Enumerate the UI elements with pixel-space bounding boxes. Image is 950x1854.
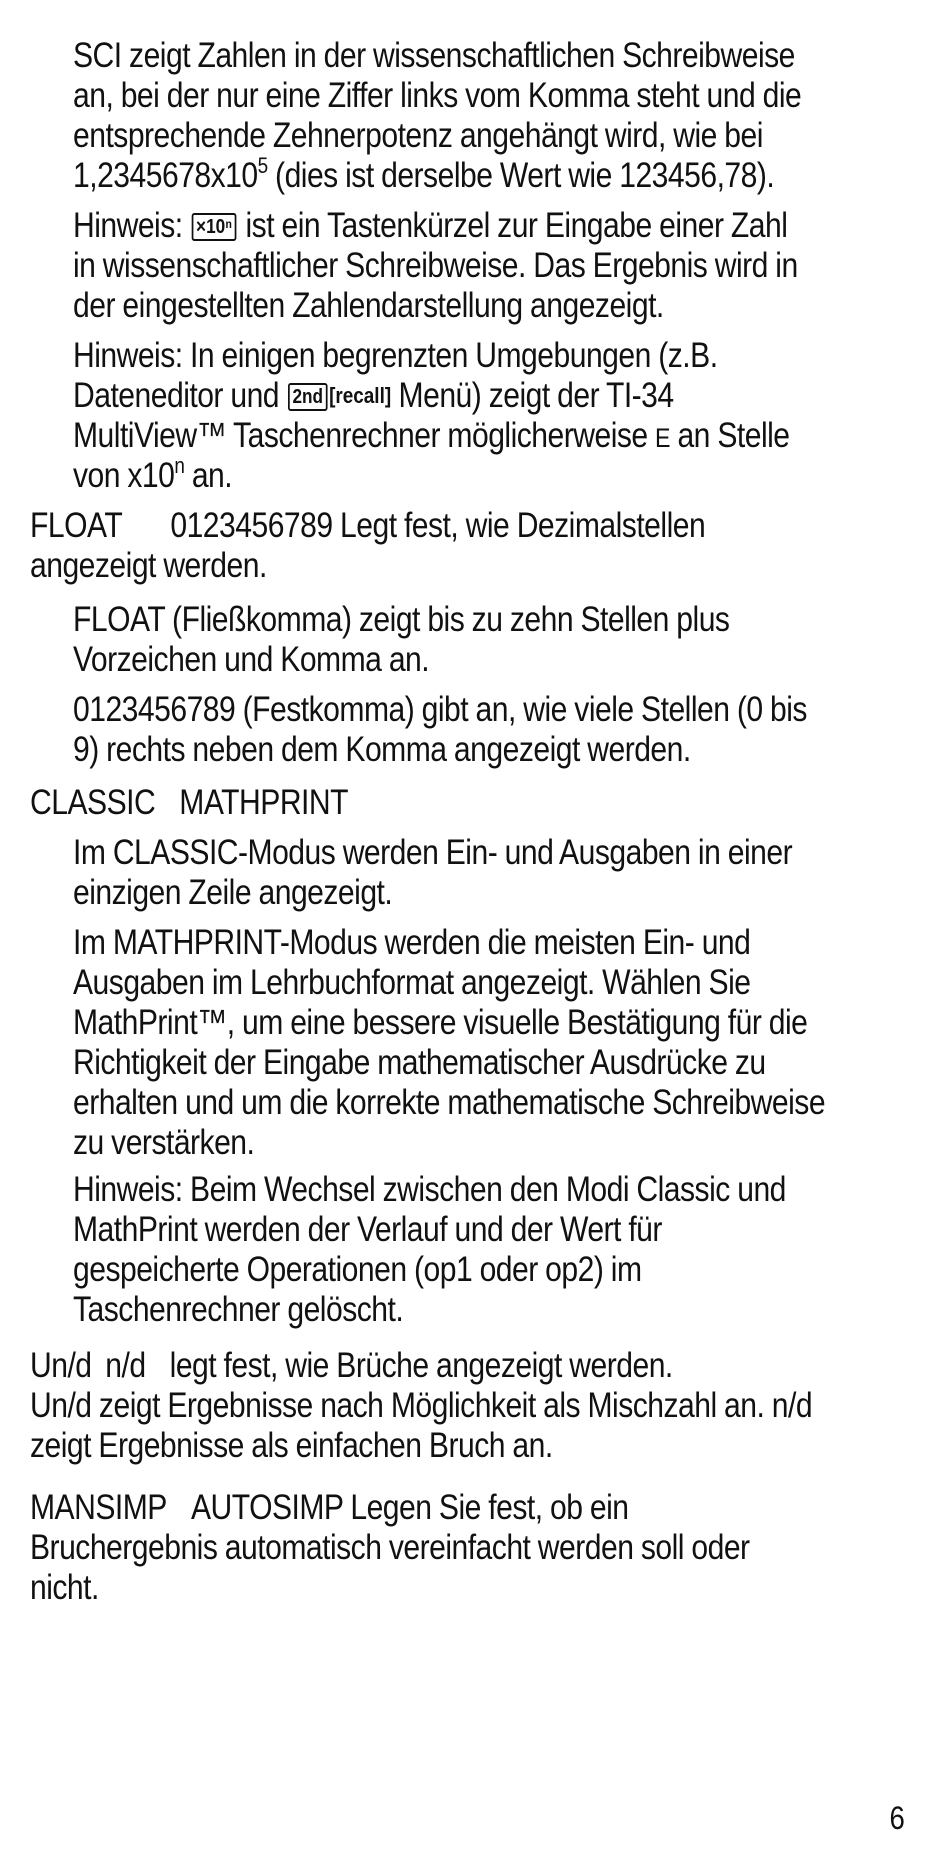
- float-desc-line-1: FLOAT (Fließkomma) zeigt bis zu zehn Stellen plus: [73, 600, 730, 639]
- mathprint-term: MATHPRINT: [179, 783, 348, 822]
- x10n-key-icon: ×10ⁿ: [192, 213, 237, 241]
- float-heading-line-1: [30, 506, 705, 546]
- fraction-heading: [30, 1346, 812, 1466]
- note-env-line-3-rest: an Stelle: [670, 416, 790, 455]
- note-env-line-3: [73, 416, 790, 456]
- mathprint-desc-paragraph: [73, 923, 825, 1163]
- mansimp-term: MANSIMP: [30, 1488, 167, 1527]
- note-env-line-2: [73, 376, 790, 416]
- simplify-heading: [30, 1488, 750, 1608]
- float-heading-rest: Legt fest, wie Dezimalstellen: [332, 506, 706, 545]
- mathprint-desc-line-3: MathPrint™, um eine bessere visuelle Bestätigung für die: [73, 1003, 808, 1042]
- classic-desc-paragraph: [73, 833, 792, 913]
- note-env-line-4-rest: an.: [184, 456, 233, 495]
- sci-paragraph: [73, 36, 801, 196]
- float-term: FLOAT: [30, 506, 123, 545]
- note-x10-line-1: [73, 206, 798, 246]
- note-mode-line-3: gespeicherte Operationen (op1 oder op2) im: [73, 1250, 642, 1289]
- mathprint-desc-line-2: Ausgaben im Lehrbuchformat angezeigt. Wählen Sie: [73, 963, 751, 1002]
- fraction-heading-rest: legt fest, wie Brüche angezeigt werden.: [169, 1346, 673, 1385]
- page-number: 6: [889, 1800, 905, 1836]
- sci-line-2: an, bei der nur eine Ziffer links vom Komma steht und die: [73, 76, 802, 115]
- recall-key-icon: [recall]: [329, 383, 392, 408]
- sci-line-1: SCI zeigt Zahlen in der wissenschaftlichen Schreibweise: [73, 36, 795, 75]
- note-x10-paragraph: [73, 206, 798, 326]
- note-x10-line-2: in wissenschaftlicher Schreibweise. Das Ergebnis wird in: [73, 246, 798, 285]
- note-env-line-3-prefix: MultiView™ Taschenrechner möglicherweise: [73, 416, 656, 455]
- fraction-heading-line-1: [30, 1346, 812, 1386]
- note-env-line-2-rest: Menü) zeigt der TI-34: [391, 376, 674, 415]
- note-env-line-1: Hinweis: In einigen begrenzten Umgebungen (z.B.: [73, 336, 718, 375]
- classic-desc-line-2: einzigen Zeile angezeigt.: [73, 873, 393, 912]
- mode-heading-line: [30, 783, 348, 823]
- classic-term: CLASSIC: [30, 783, 156, 822]
- note-env-e-symbol: E: [655, 423, 671, 453]
- note-env-line-4: [73, 453, 790, 496]
- note-mode-line-1: Hinweis: Beim Wechsel zwischen den Modi Classic und: [73, 1170, 786, 1209]
- mode-heading: [30, 783, 348, 823]
- note-x10-prefix: Hinweis:: [73, 206, 191, 245]
- fix-desc-line-1: 0123456789 (Festkomma) gibt an, wie viele Stellen (0 bis: [73, 690, 807, 729]
- mathprint-desc-line-1: Im MATHPRINT-Modus werden die meisten Ein- und: [73, 923, 751, 962]
- simplify-heading-rest: Legen Sie fest, ob ein: [342, 1488, 629, 1527]
- mixed-fraction-term: Un/d: [30, 1346, 92, 1385]
- 2nd-key-icon: 2nd: [288, 383, 327, 411]
- simple-fraction-term: n/d: [105, 1346, 146, 1385]
- classic-desc-line-1: Im CLASSIC-Modus werden Ein- und Ausgaben in einer: [73, 833, 793, 872]
- sci-example-base: 1,2345678x10: [73, 156, 258, 195]
- float-heading-line-2: angezeigt werden.: [30, 546, 267, 585]
- float-heading: [30, 506, 705, 586]
- sci-line-4: [73, 153, 801, 196]
- autosimp-term: AUTOSIMP: [190, 1488, 343, 1527]
- simplify-heading-line-1: [30, 1488, 750, 1528]
- simplify-heading-line-2: Bruchergebnis automatisch vereinfacht werden soll oder: [30, 1528, 750, 1567]
- simplify-heading-line-3: nicht.: [30, 1568, 99, 1607]
- note-mode-paragraph: [73, 1170, 786, 1330]
- note-env-base: von x10: [73, 456, 175, 495]
- note-mode-line-2: MathPrint werden der Verlauf und der Wert für: [73, 1210, 662, 1249]
- fix-term: 0123456789: [170, 506, 333, 545]
- note-env-paragraph: [73, 336, 790, 496]
- note-x10-line-3: der eingestellten Zahlendarstellung angezeigt.: [73, 286, 664, 325]
- sci-example-rest: (dies ist derselbe Wert wie 123456,78).: [267, 156, 775, 195]
- note-env-line-2-prefix: Dateneditor und: [73, 376, 287, 415]
- mathprint-desc-line-5: erhalten und um die korrekte mathematische Schreibweise: [73, 1083, 826, 1122]
- fix-desc-line-2: 9) rechts neben dem Komma angezeigt werden.: [73, 730, 691, 769]
- float-desc-paragraph: [73, 600, 729, 680]
- sci-example-exponent: 5: [257, 153, 268, 178]
- note-x10-line-1-rest: ist ein Tastenkürzel zur Eingabe einer Zahl: [238, 206, 788, 245]
- float-desc-line-2: Vorzeichen und Komma an.: [73, 640, 430, 679]
- fix-desc-paragraph: [73, 690, 807, 770]
- fraction-heading-line-2: Un/d zeigt Ergebnisse nach Möglichkeit als Mischzahl an. n/d: [30, 1386, 813, 1425]
- sci-line-3: entsprechende Zehnerpotenz angehängt wird, wie bei: [73, 116, 763, 155]
- note-mode-line-4: Taschenrechner gelöscht.: [73, 1290, 404, 1329]
- fraction-heading-line-3: zeigt Ergebnisse als einfachen Bruch an.: [30, 1426, 553, 1465]
- note-env-exponent: n: [174, 453, 185, 478]
- mathprint-desc-line-6: zu verstärken.: [73, 1123, 255, 1162]
- mathprint-desc-line-4: Richtigkeit der Eingabe mathematischer Ausdrücke zu: [73, 1043, 766, 1082]
